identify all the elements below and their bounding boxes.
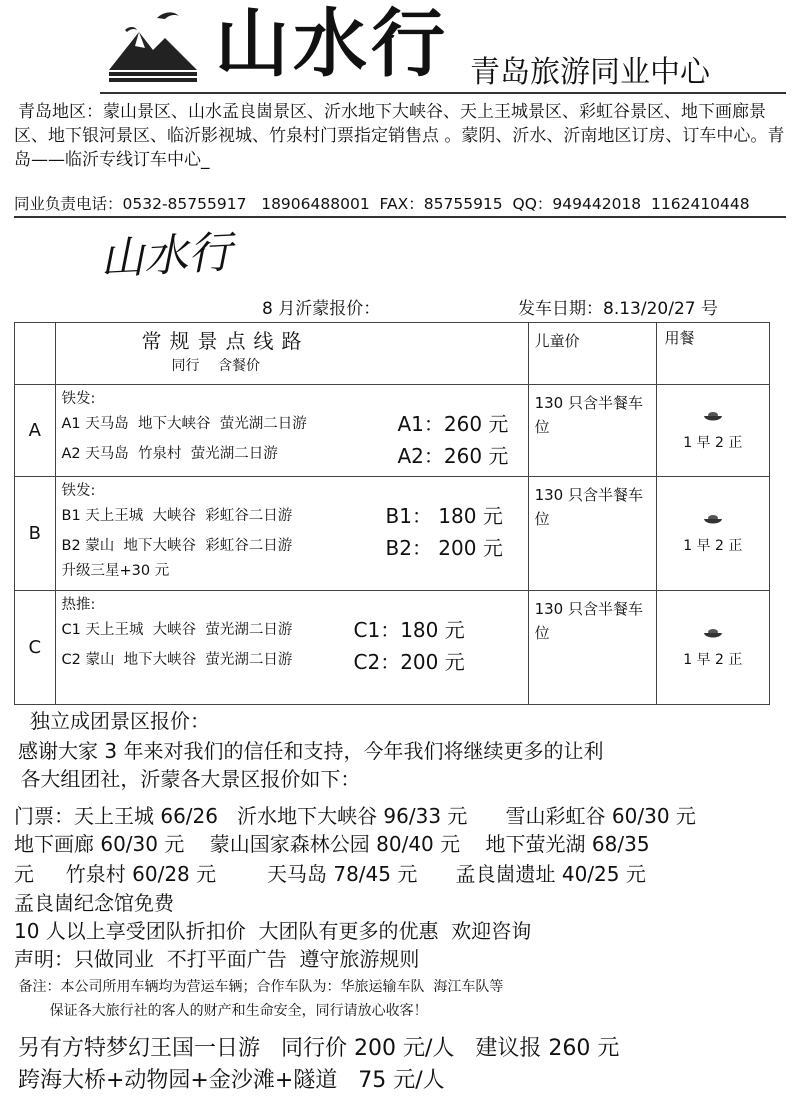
company-subtitle: 青岛旅游同业中心: [470, 55, 710, 90]
month-label: 8 月沂蒙报价：: [262, 299, 381, 319]
note-line-2: 保证各大旅行社的客人的财产和生命安全，同行请放心收客！: [14, 1003, 428, 1019]
route-price-2: A2：260 元: [397, 444, 509, 468]
route-cell: [55, 477, 528, 591]
route-head: 热推:: [61, 597, 96, 613]
header-child-cell: [528, 323, 656, 385]
rice-bowl-icon: [702, 410, 724, 424]
header-divider: [100, 92, 786, 94]
tickets-line-1: 门票：天上王城 66/26 沂水地下大峡谷 96/33 元 雪山彩虹谷 60/30 元: [14, 804, 696, 828]
route-price-1: B1： 180 元: [385, 504, 503, 528]
meal-cell: [656, 385, 769, 477]
header-child-label: 儿童价: [534, 332, 580, 350]
tickets-line-4: 孟良崮纪念馆免费: [14, 891, 174, 915]
group-title: 独立成团景区报价：: [30, 709, 210, 733]
contact-line: 同业负责电话：0532-85755917 18906488001 FAX：85755915 QQ：949442018 1162410448: [14, 195, 750, 213]
table-row: [15, 591, 770, 705]
logo-text: 山水行: [215, 1, 449, 87]
discount-line: 10 人以上享受团队折扣价 大团队有更多的优惠 欢迎咨询: [14, 919, 532, 943]
table-row: [15, 477, 770, 591]
tickets-line-3: 元 竹泉村 60/28 元 天马岛 78/45 元 孟良崮遗址 40/25 元: [14, 862, 646, 886]
route-extra: 升级三星+30 元: [61, 563, 170, 579]
route-cell: [55, 385, 528, 477]
row-letter: C: [15, 591, 56, 705]
note-line-1: 备注：本公司所用车辆均为营运车辆；合作车队为：华旅运输车队 海江车队等: [14, 979, 504, 995]
route-line-2: B2 蒙山 地下大峡谷 彩虹谷二日游: [61, 538, 293, 554]
header-meal-cell: [656, 323, 769, 385]
thanks-line-2: 各大组团社，沂蒙各大景区报价如下：: [14, 767, 361, 791]
thanks-line-1: 感谢大家 3 年来对我们的信任和支持，今年我们将继续更多的让利: [18, 739, 604, 763]
table-row: [15, 385, 770, 477]
row-letter: A: [15, 385, 56, 477]
header-blank-cell: [15, 323, 56, 385]
header-route-title: 常规景点线路: [141, 329, 310, 353]
meal-text: 1 早 2 正: [683, 434, 743, 451]
child-price-cell: 130 只含半餐车位: [528, 385, 656, 477]
depart-date: 发车日期：8.13/20/27 号: [518, 299, 718, 319]
route-price-2: B2： 200 元: [385, 536, 503, 560]
route-line-1: B1 天上王城 大峡谷 彩虹谷二日游: [61, 508, 293, 524]
meal-text: 1 早 2 正: [683, 651, 743, 668]
promo-line-1: 另有方特梦幻王国一日游 同行价 200 元/人 建议报 260 元: [18, 1036, 620, 1061]
child-price-cell: 130 只含半餐车位: [528, 591, 656, 705]
table-header-row: [15, 323, 770, 385]
tickets-line-2: 地下画廊 60/30 元 蒙山国家森林公园 80/40 元 地下萤光湖 68/35: [14, 832, 650, 856]
route-line-1: A1 天马岛 地下大峡谷 萤光湖二日游: [61, 416, 307, 432]
meal-cell: [656, 477, 769, 591]
route-line-1: C1 天上王城 大峡谷 萤光湖二日游: [61, 622, 293, 638]
route-cell: [55, 591, 528, 705]
route-line-2: C2 蒙山 地下大峡谷 萤光湖二日游: [61, 652, 293, 668]
header-meal-label: 用餐: [664, 329, 695, 347]
route-head: 铁发:: [61, 391, 96, 407]
area-description: 青岛地区：蒙山景区、山水孟良崮景区、沂水地下大峡谷、天上王城景区、彩虹谷景区、地下画廊景区、地下银河景区、临沂影视城、竹泉村门票指定销售点 。蒙阴、沂水、沂南地区订房、订车中心。青岛——临沂专线订车中心_: [14, 102, 785, 170]
contact-divider: [14, 216, 786, 218]
route-price-1: A1：260 元: [397, 412, 509, 436]
header-route-sub: 同行 含餐价: [171, 358, 260, 374]
route-line-2: A2 天马岛 竹泉村 萤光湖二日游: [61, 446, 278, 462]
rice-bowl-icon: [702, 513, 724, 527]
promo-line-2: 跨海大桥+动物园+金沙滩+隧道 75 元/人: [18, 1068, 445, 1093]
rice-bowl-icon: [702, 627, 724, 641]
statement-line: 声明：只做同业 不打平面广告 遵守旅游规则: [14, 947, 420, 971]
price-table: [14, 322, 770, 705]
quote-title: 山水行: [98, 227, 234, 285]
child-price-cell: 130 只含半餐车位: [528, 477, 656, 591]
route-price-1: C1：180 元: [353, 618, 465, 642]
logo-mountain-icon: [105, 4, 215, 86]
meal-text: 1 早 2 正: [683, 537, 743, 554]
route-head: 铁发:: [61, 483, 96, 499]
row-letter: B: [15, 477, 56, 591]
route-price-2: C2：200 元: [353, 650, 465, 674]
header-route-cell: [55, 323, 528, 385]
meal-cell: [656, 591, 769, 705]
